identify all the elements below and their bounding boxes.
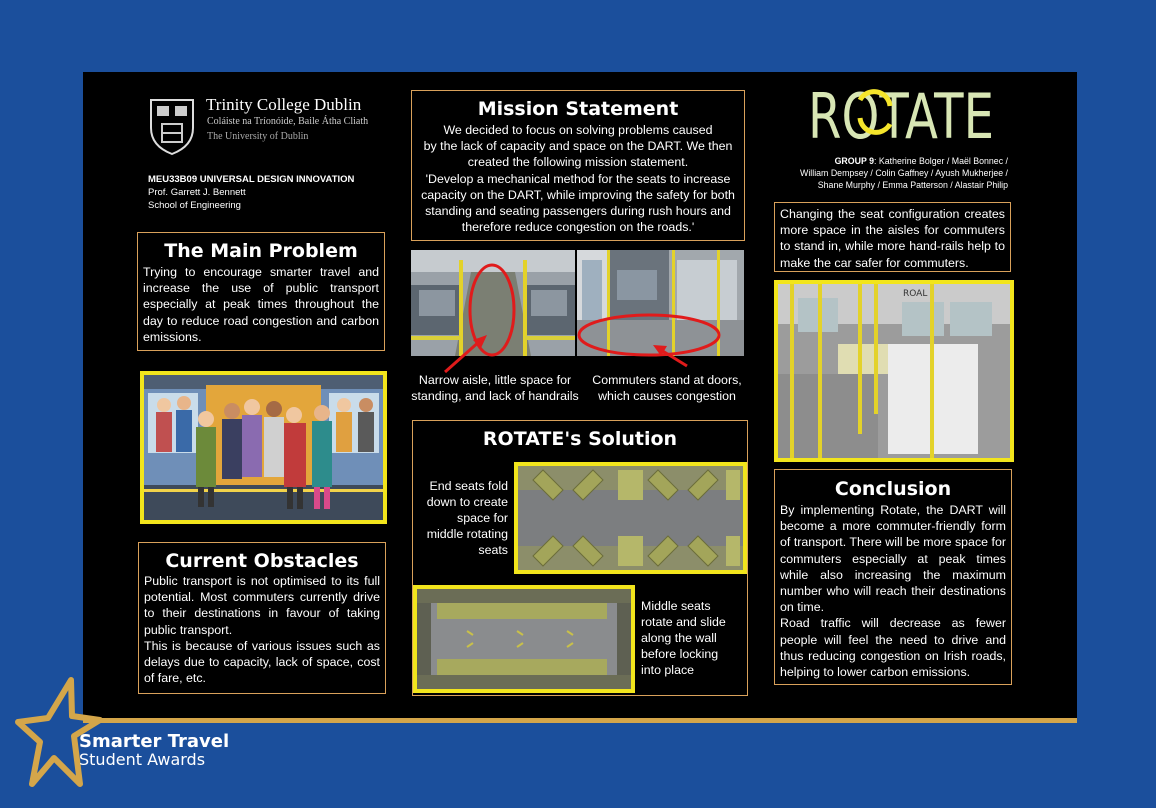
conclusion-box (774, 469, 1012, 685)
group-line-1: : Katherine Bolger / Maël Bonnec / (874, 156, 1008, 166)
mission-line-1: We decided to focus on solving problems caused (443, 123, 713, 137)
render-sign-text: ROAL (903, 289, 928, 299)
caption-doors: Commuters stand at doors, which causes congestion (592, 373, 742, 403)
crowd-illustration (140, 371, 387, 524)
caption-fold-seats: End seats fold down to create space for middle rotating seats (426, 479, 508, 557)
mission-line-6: standing and seating passengers during rush hours and (425, 204, 731, 219)
conclusion-title: Conclusion (834, 478, 952, 500)
main-problem-title: The Main Problem (164, 240, 358, 262)
conclusion-para2: Road traffic will decrease as fewer people will feel the need to drive and thus reducing congestion on Irish roads, helping to lower carbon emissions. (780, 616, 1006, 680)
caption-aisle: Narrow aisle, little space for standing, and lack of handrails (411, 373, 579, 403)
mission-line-3: created the following mission statement. (467, 155, 689, 170)
mission-line-2: by the lack of capacity and space on the DART. We then (423, 139, 733, 154)
fold-seats-render (514, 462, 747, 574)
obstacles-para2: This is because of various issues such as delays due to capacity, lack of space, cost of fare, etc. (144, 638, 380, 686)
group-line-3: Shane Murphy / Emma Patterson / Alastair Philip (817, 180, 1008, 190)
course-code: MEU33B09 UNIVERSAL DESIGN INNOVATION (148, 174, 355, 185)
institution-name: Trinity College Dublin (206, 95, 362, 114)
institution-sub: The University of Dublin (207, 131, 309, 142)
right-intro-box (774, 202, 1011, 272)
solution-title: ROTATE's Solution (482, 428, 678, 450)
conclusion-para1: By implementing Rotate, the DART will become a more commuter-friendly form of transport. There will be more space for commuters especially at peak times while also increasing the maximum number who will reach their destinations on time. (780, 503, 1006, 615)
obstacles-box (138, 542, 386, 694)
mission-box (411, 90, 745, 241)
school: School of Engineering (148, 200, 241, 211)
gold-divider (83, 718, 1077, 723)
right-intro-text: Changing the seat configuration creates more space in the aisles for commuters to stand in, while more hand-rails help to make the car safer for commuters. (780, 207, 1005, 270)
institution-irish: Coláiste na Tríonóide, Baile Átha Cliath (207, 116, 369, 127)
slide-seats-render (413, 585, 635, 693)
mission-line-5: capacity on the DART, while improving the safety for both (421, 187, 735, 202)
seat-render-image (774, 280, 1014, 462)
obstacles-title: Current Obstacles (165, 550, 359, 572)
footer-line-2: Student Awards (79, 750, 206, 769)
group-members (770, 155, 1008, 191)
group-line-2: William Dempsey / Colin Gaffney / Ayush Mukherjee / (800, 168, 1008, 178)
rotate-logo (808, 80, 998, 153)
group-label: GROUP 9 (834, 156, 874, 166)
professor: Prof. Garrett J. Bennett (148, 187, 246, 198)
obstacles-para1: Public transport is not optimised to its full potential. Most commuters currently drive to their destinations in favour of taking public transport. (144, 574, 380, 637)
main-problem-box (137, 232, 385, 351)
mission-title: Mission Statement (477, 98, 679, 120)
mission-line-7: therefore reduce congestion on the roads.' (461, 220, 695, 235)
footer-line-1: Smarter Travel (79, 731, 230, 752)
rotate-logo-text: ROTATE (808, 80, 994, 153)
main-problem-text: Trying to encourage smarter travel and increase the use of public transport especially at peak times throughout the day to reduce road congestion and carbon emissions. (143, 265, 379, 344)
caption-slide-seats: Middle seats rotate and slide along the wall before locking into place (641, 599, 726, 677)
tcd-crest-icon (147, 96, 197, 156)
mission-line-4: 'Develop a mechanical method for the seats to increase (425, 171, 731, 186)
